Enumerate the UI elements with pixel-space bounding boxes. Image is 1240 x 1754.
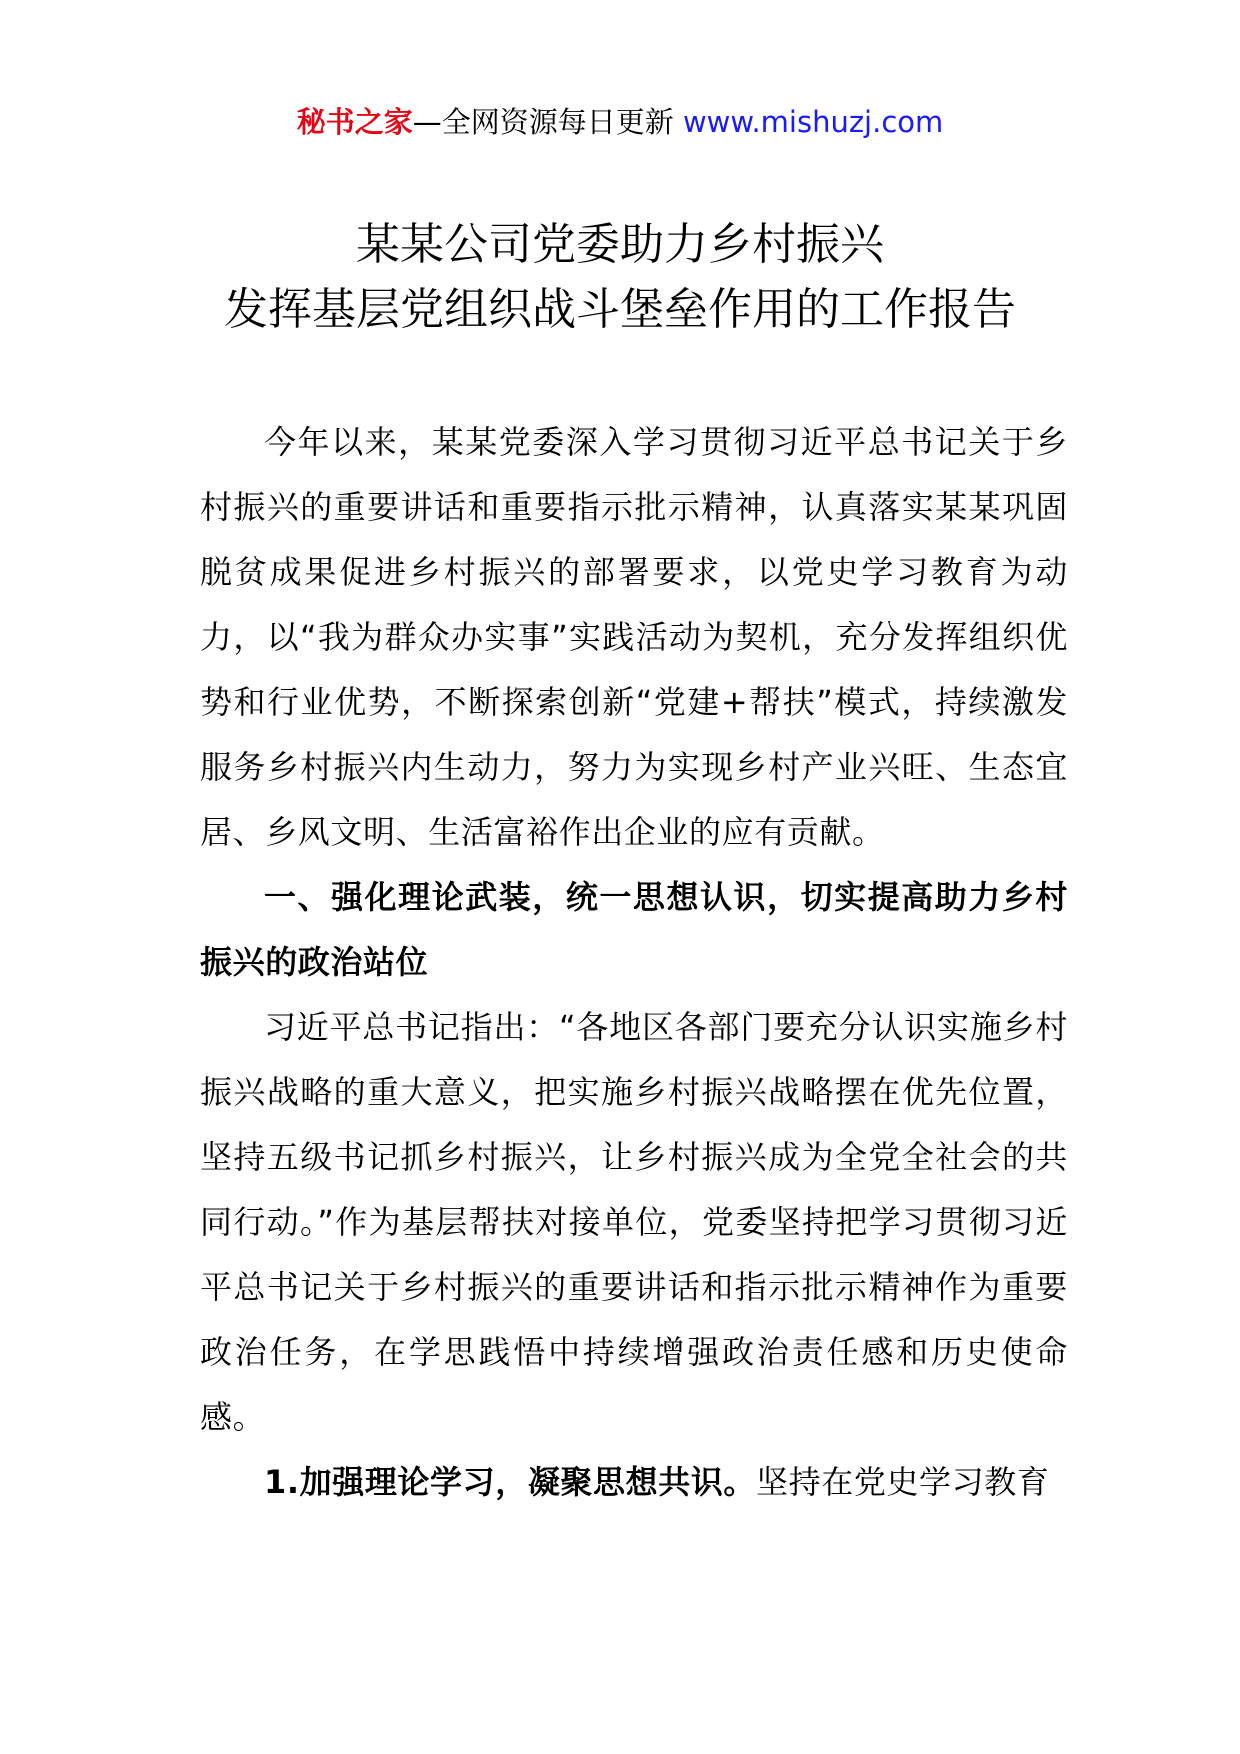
intro-paragraph: 今年以来，某某党委深入学习贯彻习近平总书记关于乡村振兴的重要讲话和重要指示批示精神，认真落实某某巩固脱贫成果促进乡村振兴的部署要求，以党史学习教育为动力，以“我为群众办实事”实践活动为契机，充分发挥组织优势和行业优势，不断探索创新“党建+帮扶”模式，持续激发服务乡村振兴内生动力，努力为实现乡村产业兴旺、生态宜居、乡风文明、生活富裕作出企业的应有贡献。 xyxy=(200,423,1068,851)
header-tagline: —全网资源每日更新 xyxy=(412,105,674,139)
title-line-1: 某某公司党委助力乡村振兴 xyxy=(356,219,884,270)
site-url-link[interactable]: www.mishuzj.com xyxy=(682,105,944,139)
document-title xyxy=(0,212,1240,342)
section-1-paragraph: 习近平总书记指出：“各地区各部门要充分认识实施乡村振兴战略的重大意义，把实施乡村振兴战略摆在优先位置，坚持五级书记抓乡村振兴，让乡村振兴成为全党全社会的共同行动。”作为基层帮扶对接单位，党委坚持把学习贯彻习近平总书记关于乡村振兴的重要讲话和指示批示精神作为重要政治任务，在学思践悟中持续增强政治责任感和历史使命感。 xyxy=(200,1008,1068,1436)
item-1-text: 坚持在党史学习教育 xyxy=(756,1463,1050,1501)
brand-name: 秘书之家 xyxy=(296,105,413,139)
item-1-paragraph xyxy=(200,1450,1068,1515)
title-line-2: 发挥基层党组织战斗堡垒作用的工作报告 xyxy=(224,284,1016,335)
site-header xyxy=(0,102,1240,142)
section-1-heading: 一、强化理论武装，统一思想认识，切实提高助力乡村振兴的政治站位 xyxy=(200,878,1068,981)
item-1-title: 1.加强理论学习，凝聚思想共识。 xyxy=(264,1463,757,1501)
document-body xyxy=(200,410,1068,1515)
